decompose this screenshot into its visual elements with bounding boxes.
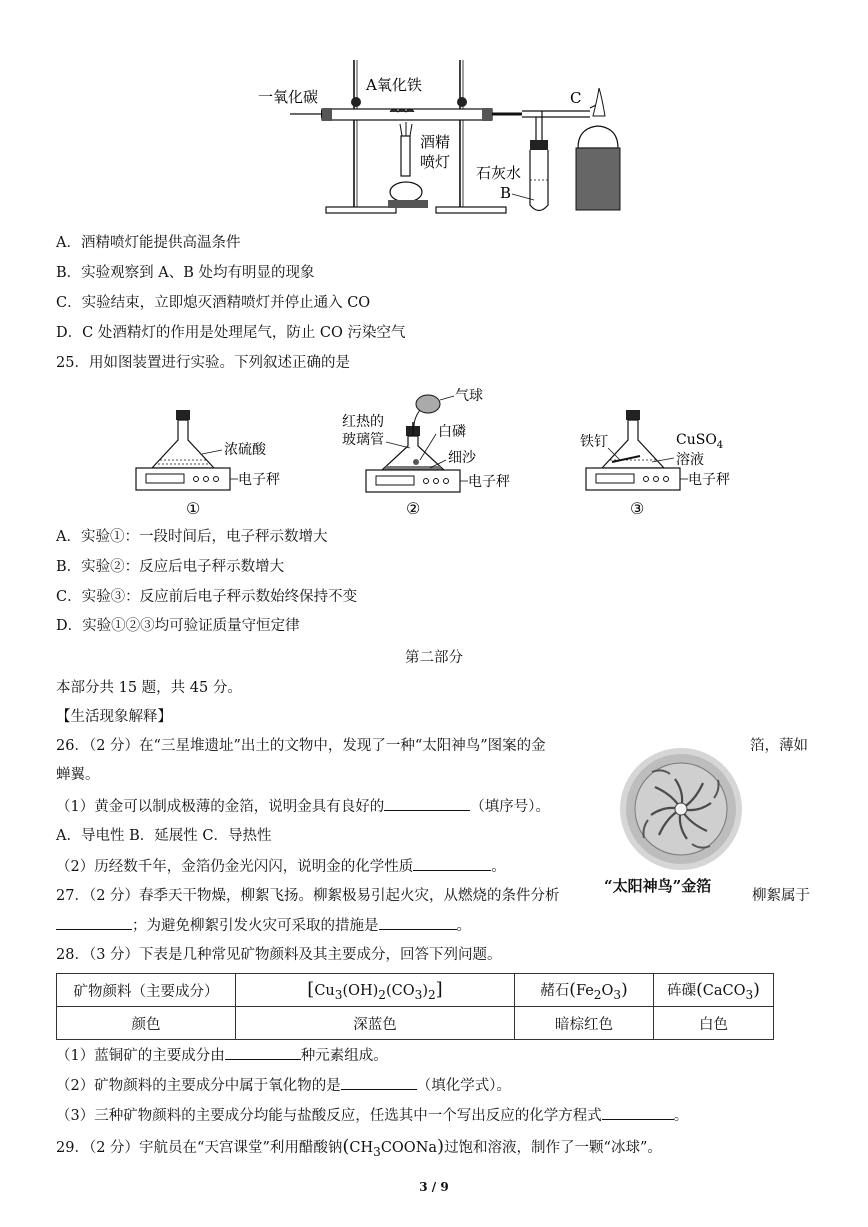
a-label: A氧化铁	[366, 76, 422, 94]
balloon-label: 气球	[455, 388, 483, 404]
answer-blank[interactable]	[379, 915, 457, 930]
scale-label-3: 电子秤	[688, 472, 730, 488]
sun-bird-gold-foil-image	[618, 746, 744, 872]
q26-line2: 蝉翼。	[56, 767, 100, 783]
q24-option-d: D．C 处酒精灯的作用是处理尾气，防止 CO 污染空气	[56, 325, 406, 341]
number-2: ②	[406, 499, 421, 518]
answer-blank[interactable]	[602, 1105, 674, 1120]
q26-sub1-end: （填序号）。	[470, 799, 550, 815]
q27-line1-tail: 柳絮属于	[752, 888, 810, 904]
answer-blank[interactable]	[341, 1075, 417, 1090]
nail-label: 铁钉	[580, 434, 608, 450]
q25-stem: 25．用如图装置进行实验。下列叙述正确的是	[56, 355, 350, 371]
q24-option-c: C．实验结束，立即熄灭酒精喷灯并停止通入 CO	[56, 295, 371, 311]
q26-sub2	[56, 856, 506, 877]
part2-title: 第二部分	[405, 650, 463, 666]
apparatus-2	[342, 388, 510, 518]
table-cell: 暗棕红色	[515, 1007, 654, 1040]
q25-option-c: C．实验③：反应前后电子秤示数始终保持不变	[56, 589, 358, 605]
q29-stem: 29．（2 分）宇航员在“天宫课堂”利用醋酸钠$(CH_3COONa)$过饱和溶液，制作了一颗“冰球”。	[56, 1136, 662, 1159]
table-header-cell: 赭石$(Fe_2O_3)$	[515, 974, 654, 1007]
q28-sub2-end: （填化学式）。	[416, 1078, 511, 1094]
number-1: ①	[186, 499, 201, 518]
q27-line2-end: 。	[456, 918, 471, 934]
solution-label: 溶液	[676, 452, 704, 468]
q26-sub2-text: （2）历经数千年，金箔仍金光闪闪，说明金的化学性质	[56, 859, 414, 875]
table-header-cell: $[Cu_3(OH)_2(CO_3)_2]$	[236, 974, 515, 1007]
answer-blank[interactable]	[225, 1045, 301, 1060]
table-header-cell: 砗磲(CaCO$_3$)	[654, 974, 774, 1007]
q28-sub3	[56, 1105, 688, 1126]
q28-sub3-end: 。	[673, 1108, 689, 1124]
q26-sub1	[56, 796, 550, 817]
q28-sub1-text: （1）蓝铜矿的主要成分由	[56, 1048, 225, 1064]
q25-figure	[130, 382, 760, 522]
q24-option-a: A．酒精喷灯能提供高温条件	[56, 235, 241, 251]
q25-option-b: B．实验②：反应后电子秤示数增大	[56, 559, 285, 575]
q26-choices: A．导电性 B．延展性 C．导热性	[56, 828, 272, 844]
sand-label: 细沙	[448, 450, 476, 466]
cuso4-subscript: 4	[716, 440, 724, 451]
q28-sub3-text: （3）三种矿物颜料的主要成分均能与盐酸反应，任选其中一个写出反应的化学方程式	[56, 1108, 602, 1124]
answer-blank[interactable]	[413, 856, 491, 871]
part2-intro: 本部分共 15 题，共 45 分。	[56, 680, 242, 696]
limewater-label: 石灰水	[476, 164, 522, 182]
apparatus-3	[580, 410, 730, 518]
q26-sub2-end: 。	[491, 859, 506, 875]
co-label: 一氧化碳	[258, 88, 319, 106]
q27-line2-text: ；为避免柳絮引发火灾可采取的措施是	[132, 918, 379, 934]
q25-option-a: A．实验①：一段时间后，电子秤示数增大	[56, 529, 328, 545]
q26-sub1-text: （1）黄金可以制成极薄的金箔，说明金具有良好的	[56, 799, 385, 815]
c-label: C	[570, 89, 582, 107]
answer-blank[interactable]	[384, 796, 470, 811]
mineral-pigment-table	[56, 973, 774, 1040]
image-caption: “太阳神鸟”金箔	[604, 877, 712, 895]
co-reduction-apparatus-figure	[250, 50, 630, 220]
scale-label-1: 电子秤	[238, 472, 280, 488]
q28-sub2-text: （2）矿物颜料的主要成分中属于氧化物的是	[56, 1078, 341, 1094]
page-number: 3 / 9	[419, 1180, 449, 1194]
table-row	[57, 974, 774, 1007]
q25-option-d: D．实验①②③均可验证质量守恒定律	[56, 618, 300, 634]
table-cell: 深蓝色	[236, 1007, 515, 1040]
acid-label: 浓硫酸	[224, 442, 266, 458]
q24-option-b: B．实验观察到 A、B 处均有明显的现象	[56, 265, 315, 281]
q28-sub1-end: 种元素组成。	[300, 1048, 388, 1064]
q29-text-end: 过饱和溶液，制作了一颗“冰球”。	[444, 1140, 662, 1156]
section-title: 【生活现象解释】	[56, 709, 172, 725]
lamp-label-1: 酒精	[420, 133, 451, 151]
b-label: B	[500, 184, 512, 202]
answer-blank[interactable]	[56, 915, 132, 930]
q28-sub1	[56, 1045, 388, 1066]
cuso4-label	[676, 432, 723, 451]
q26-line1: 26．（2 分）在“三星堆遗址”出土的文物中，发现了一种“太阳神鸟”图案的金	[56, 738, 546, 754]
table-row	[57, 1007, 774, 1040]
q27-line2	[56, 915, 471, 936]
table-cell: 白色	[654, 1007, 774, 1040]
phosphorus-label: 白磷	[438, 424, 466, 440]
table-cell: 颜色	[57, 1007, 236, 1040]
q29-text: 29．（2 分）宇航员在“天宫课堂”利用醋酸钠	[56, 1140, 343, 1156]
scale-label-2: 电子秤	[468, 474, 510, 490]
apparatus-1	[136, 410, 280, 518]
lamp-label-2: 喷灯	[420, 153, 451, 171]
q26-line1-tail: 箔，薄如	[750, 738, 808, 754]
cuso4-formula: CuSO	[676, 432, 717, 448]
glass-label-1: 红热的	[342, 414, 384, 430]
glass-label-2: 玻璃管	[342, 432, 384, 448]
q27-line1: 27．（2 分）春季天干物燥，柳絮飞扬。柳絮极易引起火灾，从燃烧的条件分析	[56, 888, 560, 904]
table-header-cell: 矿物颜料（主要成分）	[57, 974, 236, 1007]
q28-sub2	[56, 1075, 511, 1096]
q28-stem: 28．（3 分）下表是几种常见矿物颜料及其主要成分，回答下列问题。	[56, 947, 502, 963]
number-3: ③	[630, 499, 645, 518]
